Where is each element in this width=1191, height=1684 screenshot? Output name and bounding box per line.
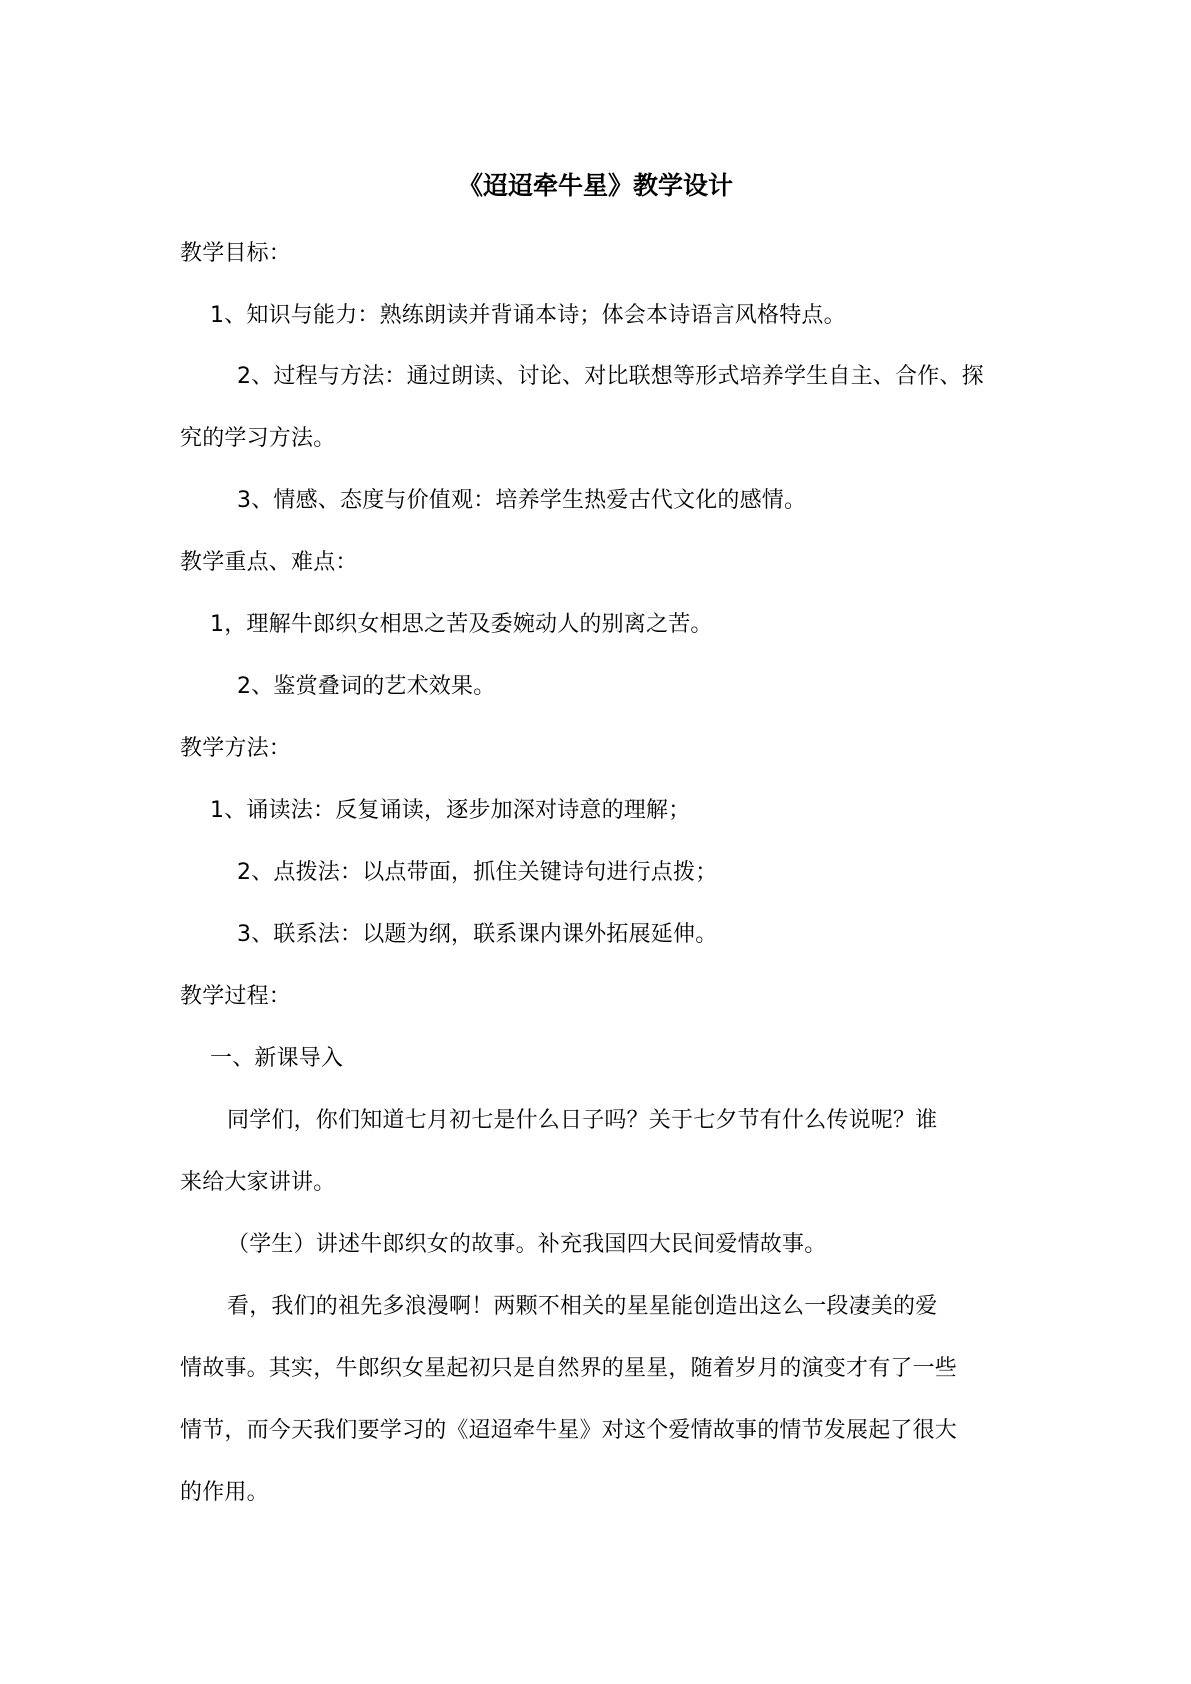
paragraph-line: （学生）讲述牛郎织女的故事。补充我国四大民间爱情故事。: [227, 1232, 827, 1257]
method-item-3: 3、联系法：以题为纲，联系课内课外拓展延伸。: [237, 922, 718, 947]
objective-item-2-continued: 究的学习方法。: [180, 426, 336, 451]
key-point-item-1: 1，理解牛郎织女相思之苦及委婉动人的别离之苦。: [210, 612, 713, 637]
paragraph-line: 情节，而今天我们要学习的《迢迢牵牛星》对这个爱情故事的情节发展起了很大: [180, 1418, 958, 1443]
key-point-item-2: 2、鉴赏叠词的艺术效果。: [237, 674, 496, 699]
document-title: 《迢迢牵牛星》教学设计: [457, 171, 733, 200]
paragraph-line: 来给大家讲讲。: [180, 1170, 336, 1195]
method-item-2: 2、点拨法：以点带面，抓住关键诗句进行点拨；: [237, 860, 718, 885]
section-heading-key-points: 教学重点、难点：: [180, 550, 358, 575]
paragraph-line: 情故事。其实，牛郎织女星起初只是自然界的星星，随着岁月的演变才有了一些: [180, 1356, 958, 1381]
section-heading-objectives: 教学目标：: [180, 241, 292, 266]
section-heading-process: 教学过程：: [180, 984, 292, 1009]
section-heading-methods: 教学方法：: [180, 736, 292, 761]
objective-item-3: 3、情感、态度与价值观：培养学生热爱古代文化的感情。: [237, 488, 807, 513]
objective-item-2: 2、过程与方法：通过朗读、讨论、对比联想等形式培养学生自主、合作、探: [237, 364, 984, 389]
paragraph-line: 同学们，你们知道七月初七是什么日子吗？关于七夕节有什么传说呢？谁: [227, 1108, 938, 1133]
objective-item-1: 1、知识与能力：熟练朗读并背诵本诗；体会本诗语言风格特点。: [210, 303, 846, 328]
method-item-1: 1、诵读法：反复诵读，逐步加深对诗意的理解；: [210, 798, 691, 823]
paragraph-line: 看，我们的祖先多浪漫啊！两颗不相关的星星能创造出这么一段凄美的爱: [227, 1294, 938, 1319]
subsection-heading-intro: 一、新课导入: [210, 1046, 344, 1071]
paragraph-line: 的作用。: [180, 1480, 269, 1505]
